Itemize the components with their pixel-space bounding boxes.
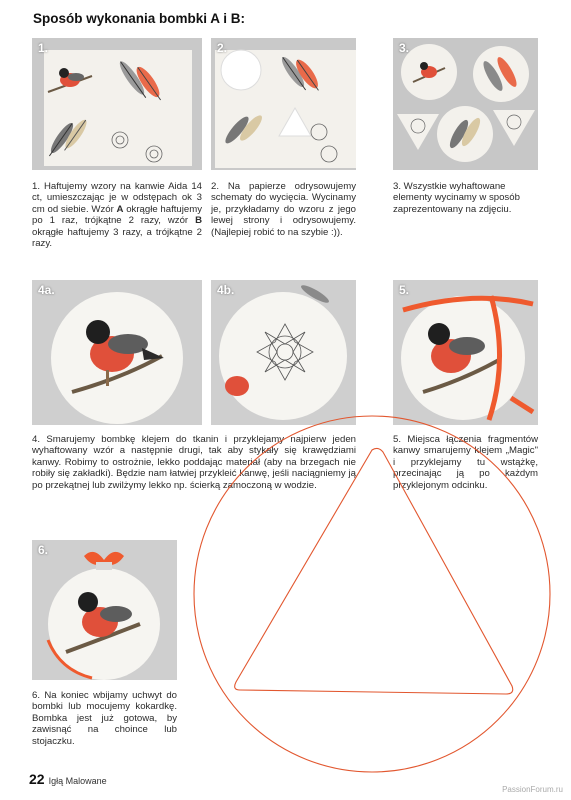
step-1-caption: 1. Haftujemy wzory na kanwie Aida 14 ct, umieszczając je w odstępach ok 3 cm od siebie. Wzór A okrągłe haftujemy po 1 raz, trójkątne 2 razy, wzór B okrągłe haftujemy 3 razy, a trójkątne 2 razy. <box>32 181 202 250</box>
photo-step-1 <box>32 38 202 170</box>
ornament-with-mandala-image <box>211 280 356 425</box>
photo-step-2 <box>211 38 356 170</box>
step-number: 4b. <box>217 283 235 297</box>
magazine-name: Igłą Malowane <box>48 776 107 786</box>
step-6-caption: 6. Na koniec wbijamy uchwyt do bombki lub mocujemy kokardkę. Bombka jest już gotowa, by zawisnąć na choince lub stojaczku. <box>32 690 177 747</box>
page-title: Sposób wykonania bombki A i B: <box>33 11 246 26</box>
step-number: 3. <box>399 41 410 55</box>
watermark: PassionForum.ru <box>502 785 563 794</box>
step-number: 2. <box>217 41 228 55</box>
step-number: 5. <box>399 283 410 297</box>
finished-ornament-image <box>32 540 177 680</box>
photo-step-5 <box>393 280 538 425</box>
step-number: 1. <box>38 41 49 55</box>
canvas-with-paper-templates-image <box>211 38 356 170</box>
step-number: 6. <box>38 543 49 557</box>
step-2-caption: 2. Na papierze odrysowujemy schematy do wycięcia. Wycinamy je, przykładamy do wzoru z jego lewej strony i odrysowujemy. (Najlepiej robić to na szybie :)). <box>211 181 356 238</box>
page-number: 22 <box>29 771 45 787</box>
photo-step-4a <box>32 280 202 425</box>
page-footer <box>29 771 107 787</box>
step-5-caption: 5. Miejsca łączenia fragmentów kanwy smarujemy klejem „Magic" i przyklejamy tu wstążkę, przecinając ją po każdym przyklejonym odcinku. <box>393 434 538 491</box>
photo-step-6 <box>32 540 177 680</box>
photo-step-3 <box>393 38 538 170</box>
step-3-caption: 3. Wszystkie wyhaftowane elementy wycinamy w sposób zaprezentowany na zdjęciu. <box>393 181 520 215</box>
ornament-with-ribbon-image <box>393 280 538 425</box>
embroidered-canvas-image <box>32 38 202 170</box>
step-4-caption: 4. Smarujemy bombkę klejem do tkanin i przyklejamy najpierw jeden wyhaftowany wzór a następnie drugi, tak aby stykały się krawędziami kanwy. Robimy to ostrożnie, lekko poddając materiał (aby na brzegach nie robiły się zakładki). Będzie nam łatwiej przykleić kanwę, jeśli naciągniemy ją po przekątnej lub zwilżymy lekko np. ścierką zamoczoną w wodzie. <box>32 434 356 491</box>
photo-step-4b <box>211 280 356 425</box>
cut-out-elements-image <box>393 38 538 170</box>
step-number: 4a. <box>38 283 55 297</box>
ornament-with-bird-image <box>32 280 202 425</box>
